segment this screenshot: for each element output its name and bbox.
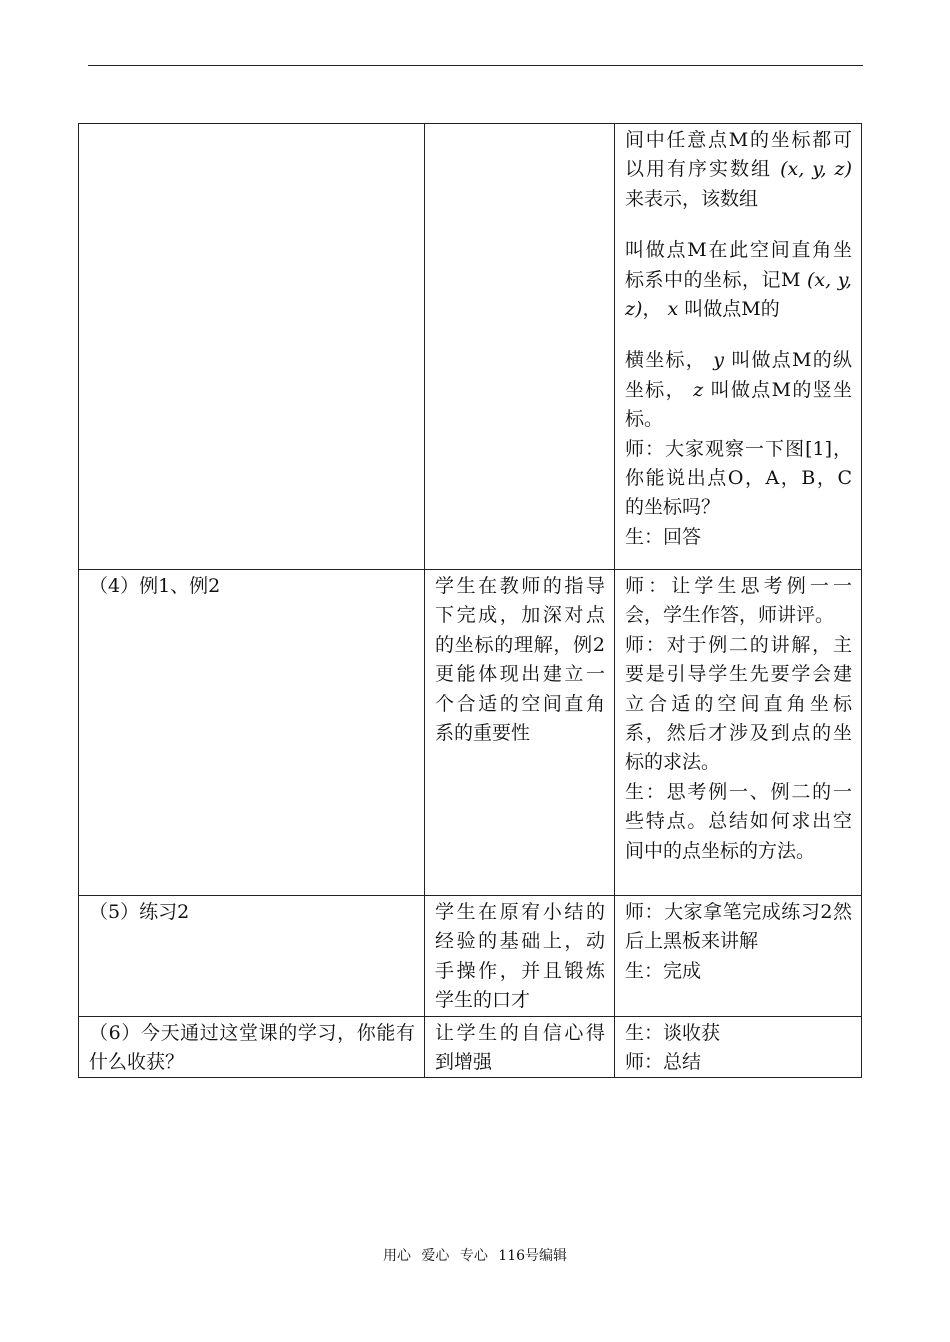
process-text: 生：完成 xyxy=(625,959,702,982)
process-text: ， xyxy=(642,298,662,321)
table-row xyxy=(79,570,862,896)
intent-cell: 让学生的自信心得到增强 xyxy=(425,1016,615,1078)
table-row xyxy=(79,896,862,1017)
process-text: 师：大家观察一下图[1]，你能说出点O，A，B，C的坐标吗？ xyxy=(625,437,852,519)
intent-cell: 学生在教师的指导下完成，加深对点的坐标的理解，例2更能体现出建立一个合适的空间直角系的重要性 xyxy=(425,570,615,896)
process-text: 叫做点M的 xyxy=(684,298,780,321)
process-text: 师：总结 xyxy=(625,1051,702,1074)
activity-cell: （4）例1、例2 xyxy=(79,570,425,896)
process-text: 叫做点M在此空间直角坐标系中的坐标，记M xyxy=(625,239,852,291)
process-text: 来表示，该数组 xyxy=(625,187,759,210)
process-text: 师：大家拿笔完成练习2然后上黑板来讲解 xyxy=(625,901,852,953)
math-xyz: (x, y, z) xyxy=(625,268,852,321)
math-x: x xyxy=(667,298,679,321)
intent-cell: 学生在原宥小结的经验的基础上，动手操作，并且锻炼学生的口才 xyxy=(425,896,615,1017)
math-y: y xyxy=(713,349,725,372)
activity-cell: （5）练习2 xyxy=(79,896,425,1017)
lesson-plan-table xyxy=(78,123,862,1078)
process-cell xyxy=(615,896,862,1017)
table-row xyxy=(79,124,862,570)
process-text: 师：对于例二的讲解，主要是引导学生先要学会建立合适的空间直角坐标系，然后才涉及到点的坐标的求法。 xyxy=(625,633,852,774)
math-xyz: (x, y, z) xyxy=(780,158,852,181)
header-rule xyxy=(88,65,863,66)
process-text: 横坐标， xyxy=(625,349,706,372)
page-footer: 用心 爱心 专心 116号编辑 xyxy=(382,1248,568,1264)
process-cell xyxy=(615,124,862,570)
table-row xyxy=(79,1016,862,1078)
process-text: 生：回答 xyxy=(625,525,702,548)
process-cell xyxy=(615,570,862,896)
process-text: 间中任意点M的坐标都可以用有序实数组 xyxy=(625,129,852,181)
process-text: 师：让学生思考例一一会，学生作答，师讲评。 xyxy=(625,575,852,627)
process-text: 生：思考例一、例二的一些特点。总结如何求出空间中的点坐标的方法。 xyxy=(625,780,852,862)
intent-cell xyxy=(425,124,615,570)
activity-cell xyxy=(79,124,425,570)
math-z: z xyxy=(693,378,704,401)
process-text: 叫做点M的纵坐标， xyxy=(625,349,852,401)
process-text: 生：谈收获 xyxy=(625,1021,721,1044)
process-text: 叫做点M的竖坐标。 xyxy=(625,378,852,431)
process-cell xyxy=(615,1016,862,1078)
activity-cell: （6）今天通过这堂课的学习，你能有什么收获？ xyxy=(79,1016,425,1078)
